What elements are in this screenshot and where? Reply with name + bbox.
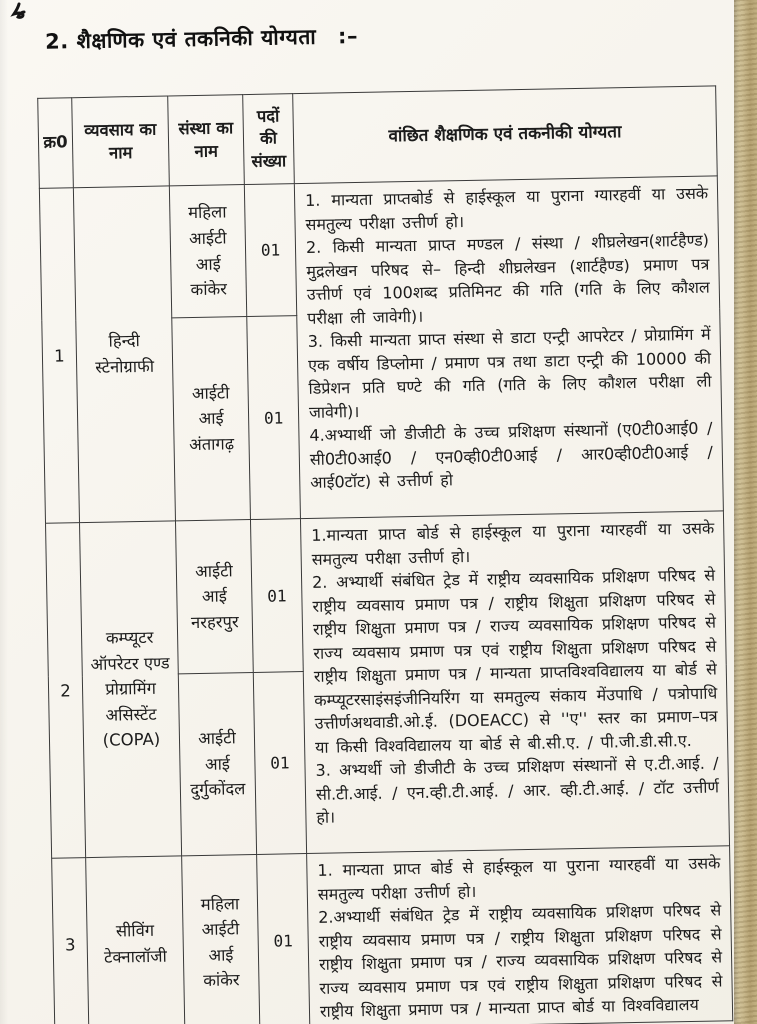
row3-trade: सीविंग टेक्नालॉजी	[86, 856, 185, 1024]
table-row	[52, 846, 733, 1024]
row2-trade: कम्प्यूटर ऑपरेटर एण्ड प्रोग्रामिंग असिस्टेंट (COPA)	[80, 521, 182, 858]
row3-institute-1: महिला आईटी आई कांकेर	[182, 854, 260, 1024]
row2-institute-2: आईटी आई दुर्गुकोंदल	[178, 672, 256, 855]
row2-posts-1: 01	[250, 519, 303, 673]
row1-posts-2: 01	[247, 316, 301, 520]
section-colon: :–	[337, 23, 359, 49]
row3-posts-1: 01	[257, 854, 310, 1024]
row3-qualification: 1. मान्यता प्राप्त बोर्ड से हाईस्कूल या पुराना ग्यारहवीं या उसके समतुल्य परीक्षा उत्तीर्ण हो। 2.अभ्यार्थी संबंधित ट्रेड में राष्ट्रीय व्यवसायिक प्रशिक्षण परिषद से राष्ट्रीय व्यवसाय प्रमाण पत्र / राष्ट्रीय शिक्षुता प्रशिक्षण परिषद से राष्ट्रीय शिक्षुता प्रमाण पत्र / राज्य व्यवसायिक प्रशिक्षण परिषद से राज्य व्यवसाय प्रमाण पत्र एवं राष्ट्रीय शिक्षुता प्रशिक्षण परिषद से राष्ट्रीय शिक्षुता प्रमाण पत्र / मान्यता प्राप्त बोर्ड या विश्वविद्यालय	[307, 846, 733, 1024]
row2-qualification: 1.मान्यता प्राप्त बोर्ड से हाईस्कूल या पुराना ग्यारहवीं या उसके समतुल्य परीक्षा उत्तीर्ण हो। 2. अभ्यार्थी संबंधित ट्रेड में राष्ट्रीय व्यवसायिक प्रशिक्षण परिषद से राष्ट्रीय व्यवसाय प्रमाण पत्र / राष्ट्रीय शिक्षुता प्रशिक्षण परिषद से राष्ट्रीय शिक्षुता प्रमाण पत्र / राज्य व्यवसायिक प्रशिक्षण परिषद से राज्य व्यवसाय प्रमाण पत्र एवं राष्ट्रीय शिक्षुता प्रशिक्षण परिषद से राष्ट्रीय शिक्षुता प्रमाण पत्र / मान्यता प्राप्तविश्वविद्यालय या बोर्ड से कम्प्यूटरसाइंसइंजीनियरिंग या समतुल्य संकाय मेंउपाधि / पत्रोपाधि उत्तीर्णअथवाडी.ओ.ई. (DOEACC) से ''ए'' स्तर का प्रमाण–पत्र या किसी विश्वविद्यालय या बोर्ड से बी.सी.ए. / पी.जी.डी.सी.ए. 3. अभ्यर्थी जो डीजीटी के उच्च प्रशिक्षण संस्थानों से ए.टी.आई. / सी.टी.आई. / एन.व्ही.टी.आई. / आर. व्ही.टी.आई. / टॉट उत्तीर्ण हो।	[300, 511, 729, 854]
ink-mark	[10, 2, 32, 28]
section-heading	[45, 15, 731, 56]
row2-institute-1: आईटी आई नरहरपुर	[175, 520, 253, 674]
row2-serial: 2	[46, 523, 86, 859]
header-serial: क्र0	[38, 98, 74, 189]
row1-institute-2: आईटी आई अंतागढ़	[172, 317, 251, 521]
row2-posts-2: 01	[253, 672, 306, 855]
row1-serial: 1	[39, 188, 79, 524]
table-row	[46, 511, 727, 676]
section-title: शैक्षणिक एवं तकनिकी योग्यता	[76, 24, 317, 54]
row1-institute-1: महिला आईटी आई कांकेर	[169, 185, 246, 318]
header-institute-name: संस्था का नाम	[168, 95, 245, 186]
row3-serial: 3	[52, 858, 89, 1024]
table-row	[39, 176, 719, 320]
header-qualification: वांछित शैक्षणिक एवं तकनीकी योग्यता	[293, 86, 718, 184]
row1-posts-1: 01	[244, 184, 296, 317]
page-edge-band	[734, 0, 757, 1024]
section-number: 2.	[44, 29, 69, 54]
row1-trade: हिन्दी स्टेनोग्राफी	[73, 186, 175, 523]
qualification-table	[37, 85, 733, 1024]
row1-qualification: 1. मान्यता प्राप्तबोर्ड से हाईस्कूल या पुराना ग्यारहवीं या उसके समतुल्य परीक्षा उत्तीर्ण हो। 2. किसी मान्यता प्राप्त मण्डल / संस्था / शीघ्रलेखन(शार्टहैण्ड) मुद्रलेखन परिषद से– हिन्दी शीघ्रलेखन (शार्टहैण्ड) प्रमाण पत्र उत्तीर्ण एवं 100शब्द प्रतिमिनट की गति (गति के लिए कौशल परीक्षा ली जावेगी)। 3. किसी मान्यता प्राप्त संस्था से डाटा एन्ट्री आपरेटर / प्रोग्रामिंग में एक वर्षीय डिप्लोमा / प्रमाण पत्र तथा डाटा एन्ट्री की 10000 की डिप्रेशन प्रति घण्टे की गति (गति के लिए कौशल परीक्षा ली जावेगी)। 4.अभ्यार्थी जो डीजीटी के उच्च प्रशिक्षण संस्थानों (ए0टी0आई0 / सी0टी0आई0 / एन0व्ही0टी0आई / आर0व्ही0टी0आई / आई0टॉट) से उत्तीर्ण हो	[294, 176, 723, 519]
header-trade-name: व्यवसाय का नाम	[72, 96, 170, 188]
table-header-row	[38, 86, 718, 188]
header-post-count: पदों की संख्या	[243, 94, 295, 185]
